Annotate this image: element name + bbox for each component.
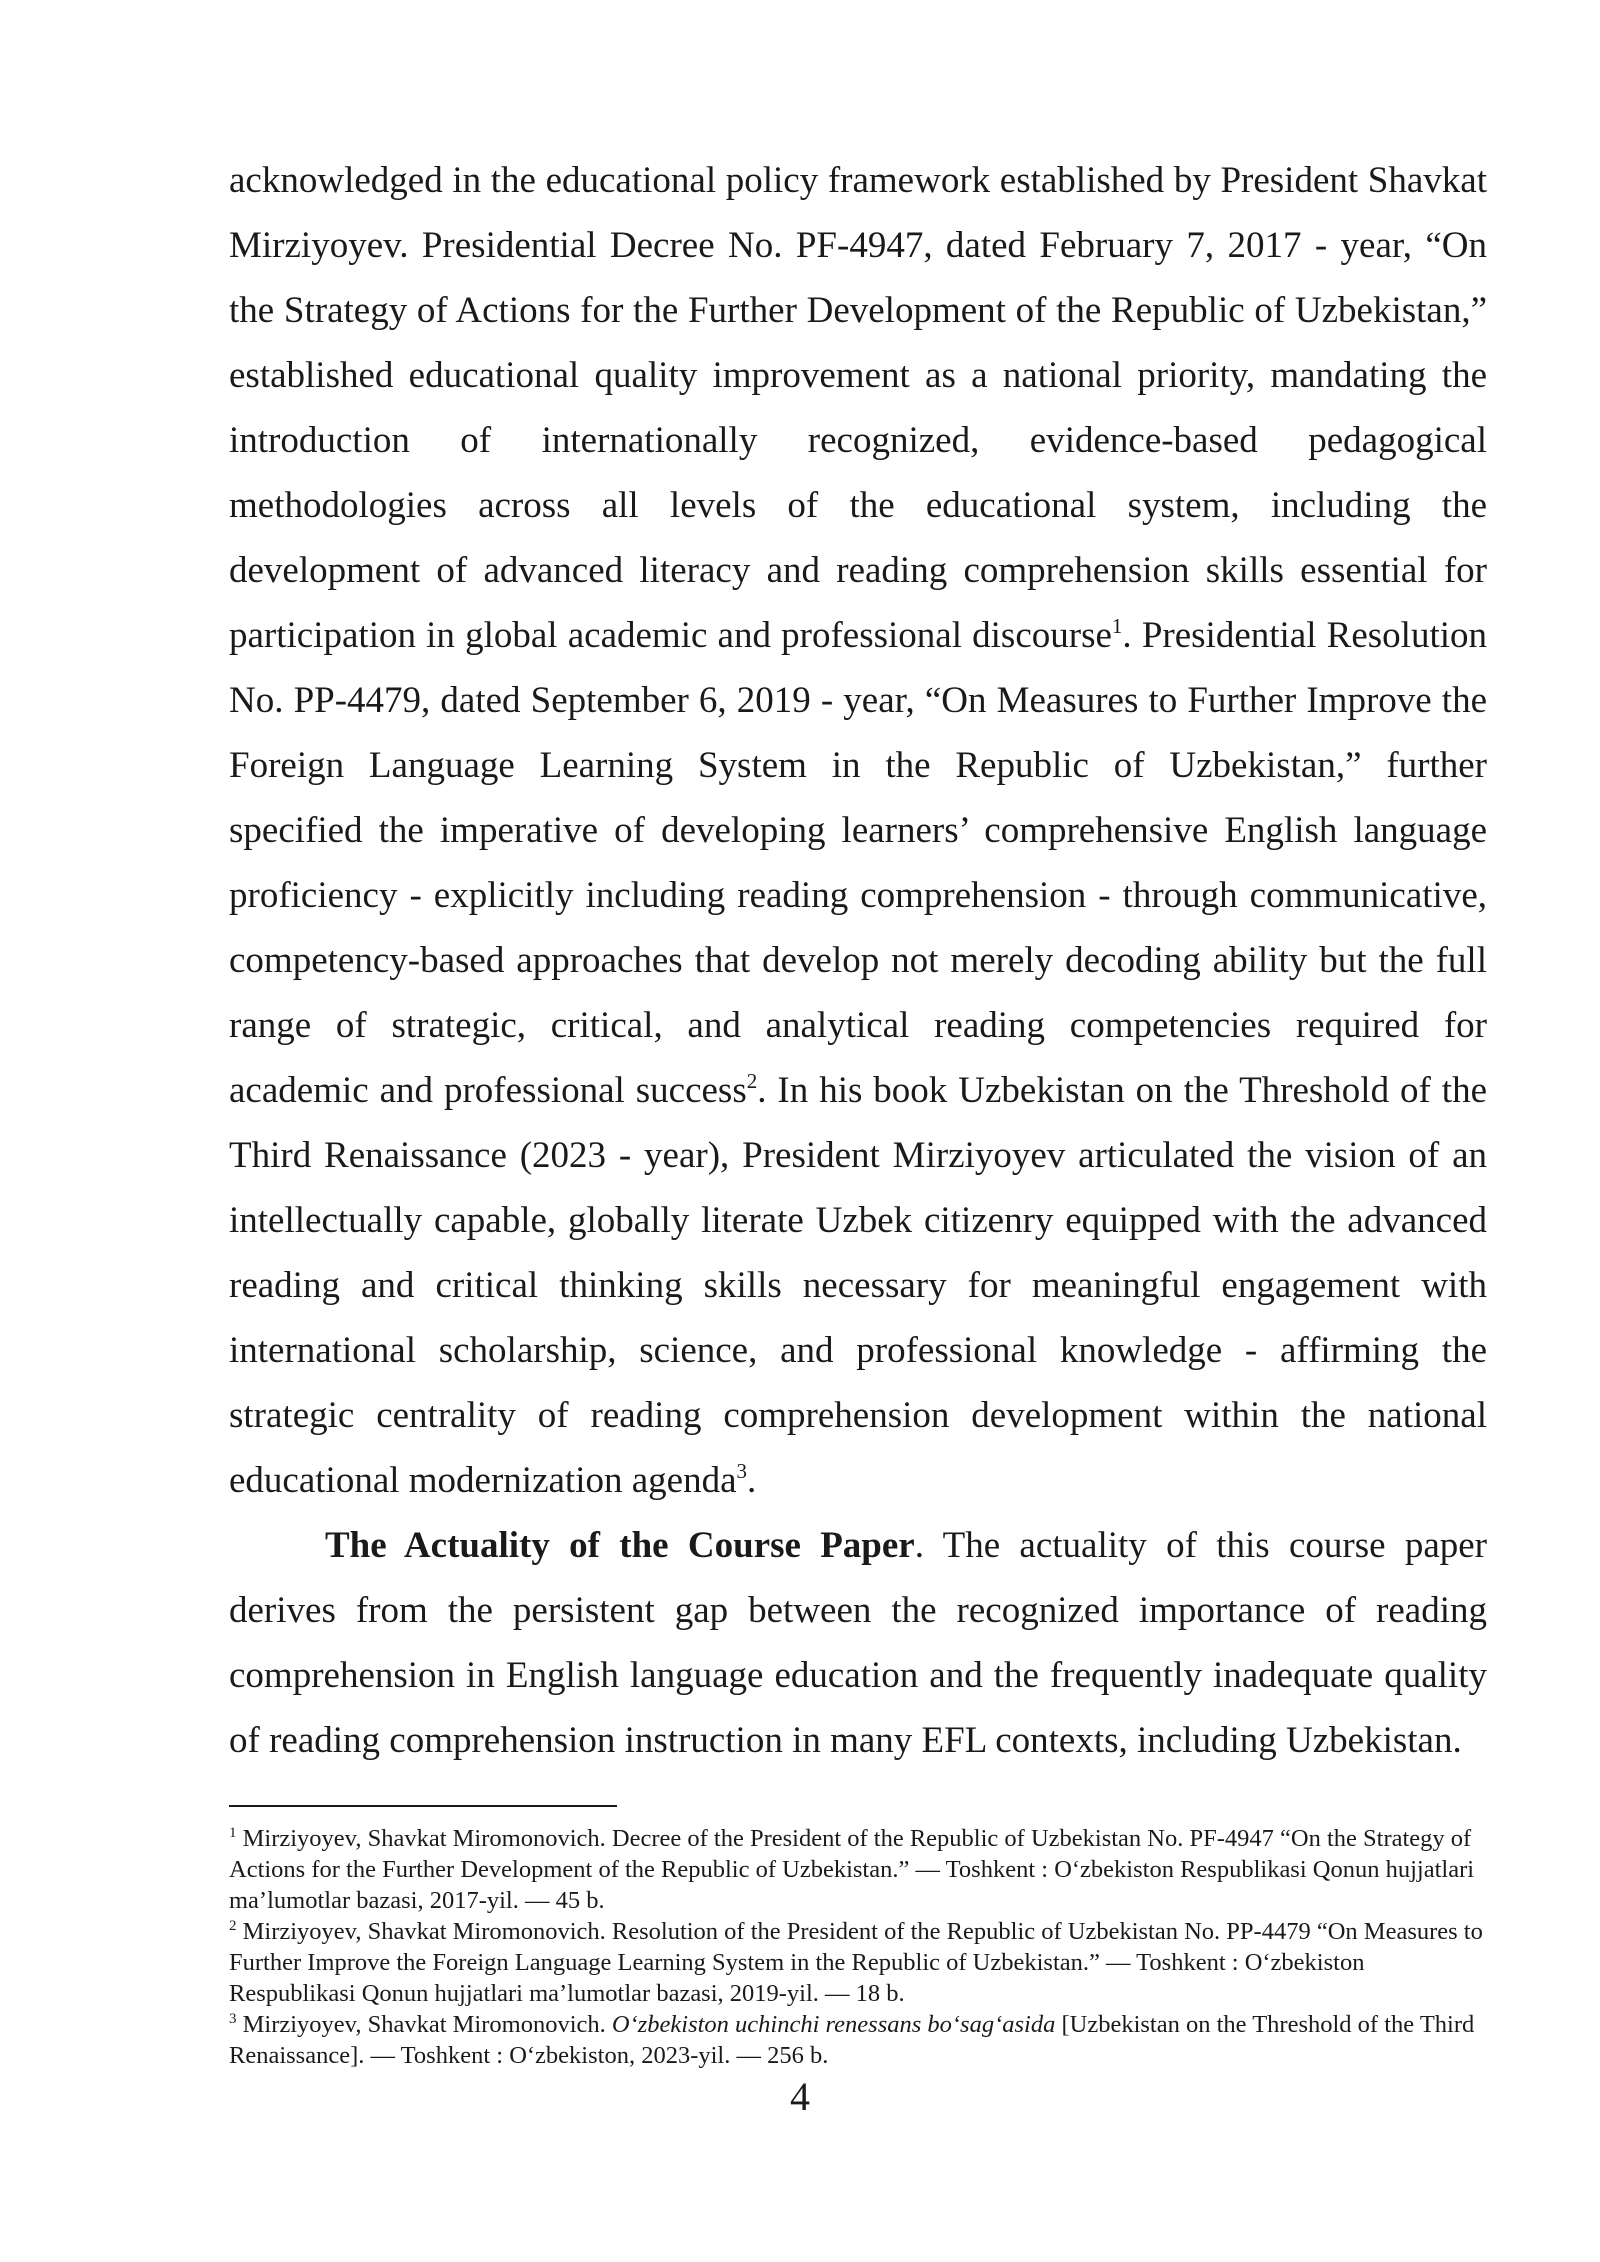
footnote-number: 1 bbox=[229, 1825, 237, 1841]
footnote-separator bbox=[229, 1805, 617, 1807]
paragraph-text: . The actuality of this course paper derives from the persistent gap between the recognized importance of reading comprehension in English language education and the frequently inadequate quality of reading comprehension instruction in many EFL contexts, including Uzbekistan. bbox=[229, 1525, 1487, 1761]
main-text bbox=[229, 148, 1487, 1773]
footnote-reference: 3 bbox=[736, 1459, 748, 1483]
footnote-book-title: O‘zbekiston uchinchi renessans bo‘sag‘asida bbox=[611, 2011, 1056, 2038]
footnote-text: Mirziyoyev, Shavkat Miromonovich. Decree of the President of the Republic of Uzbekistan No. PF-4947 “On the Strategy of Actions for the Further Development of the Republic of Uzbekistan.” — Toshkent : O‘zbekiston Respublikasi Qonun hujjatlari ma’lumotlar bazasi, 2017-yil. — 45 b. bbox=[229, 1825, 1475, 1914]
paragraph-text: . Presidential Resolution No. PP-4479, dated September 6, 2019 - year, “On Measures to Further Improve the Foreign Language Learning System in the Republic of Uzbekistan,” further specified the imperative of developing learners’ comprehensive English language proficiency - explicitly including reading comprehension - through communicative, competency-based approaches that develop not merely decoding ability but the full range of strategic, critical, and analytical reading competencies required for academic and professional success bbox=[229, 615, 1487, 1111]
page-number: 4 bbox=[790, 2074, 810, 2119]
footnote-reference: 1 bbox=[1111, 614, 1123, 638]
section-heading: The Actuality of the Course Paper bbox=[325, 1525, 915, 1566]
footnote-text: Mirziyoyev, Shavkat Miromonovich. Resolution of the President of the Republic of Uzbekistan No. PP-4479 “On Measures to Further Improve the Foreign Language Learning System in the Republic of Uzbekistan.” — Toshkent : O‘zbekiston Respublikasi Qonun hujjatlari ma’lumotlar bazasi, 2019-yil. — 18 b. bbox=[229, 1918, 1483, 2007]
footnote-text: Mirziyoyev, Shavkat Miromonovich. bbox=[236, 2011, 612, 2038]
footnote-number: 2 bbox=[229, 1918, 237, 1934]
footnote-reference: 2 bbox=[746, 1069, 758, 1093]
footnotes-section bbox=[229, 1805, 1487, 2071]
paragraph-actuality bbox=[229, 1513, 1487, 1773]
footnote-1 bbox=[229, 1823, 1487, 1916]
paragraph-text: acknowledged in the educational policy framework established by President Shavkat Mirziyoyev. Presidential Decree No. PF-4947, dated February 7, 2017 - year, “On the Strategy of Actions for the Further Development of the Republic of Uzbekistan,” established educational quality improvement as a national priority, mandating the introduction of internationally recognized, evidence-based pedagogical methodologies across all levels of the educational system, including the development of advanced literacy and reading comprehension skills essential for participation in global academic and professional discourse bbox=[229, 160, 1487, 656]
footnote-3 bbox=[229, 2009, 1487, 2071]
paragraph-policy-framework bbox=[229, 148, 1487, 1513]
paragraph-text: . In his book Uzbekistan on the Threshold of the Third Renaissance (2023 - year), President Mirziyoyev articulated the vision of an intellectually capable, globally literate Uzbek citizenry equipped with the advanced reading and critical thinking skills necessary for meaningful engagement with international scholarship, science, and professional knowledge - affirming the strategic centrality of reading comprehension development within the national educational modernization agenda bbox=[229, 1070, 1487, 1501]
paragraph-text: . bbox=[747, 1460, 757, 1501]
footnote-number: 3 bbox=[229, 2011, 237, 2027]
footnote-text: [Uzbekistan on the Threshold of the Third Renaissance]. — Toshkent : O‘zbekiston, 2023-yil. — 256 b. bbox=[229, 2011, 1475, 2069]
footnote-2 bbox=[229, 1916, 1487, 2009]
